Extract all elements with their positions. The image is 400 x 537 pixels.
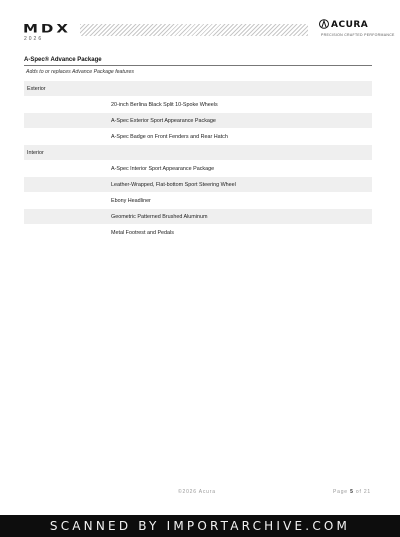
header-hatch-decoration [80,24,308,36]
brand-tagline: PRECISION CRAFTED PERFORMANCE [321,33,395,37]
feature-label: Ebony Headliner [111,198,151,204]
table-row [24,97,372,112]
package-title: A-Spec® Advance Package [24,57,102,63]
scan-banner [0,515,400,537]
table-row [24,129,372,144]
feature-label: Metal Footrest and Pedals [111,230,174,236]
feature-label: Geometric Patterned Brushed Aluminum [111,214,208,220]
footer-page-number [333,489,371,495]
page-total: of 21 [355,489,372,495]
feature-label: A-Spec Interior Sport Appearance Package [111,166,215,172]
model-wordmark: MDX [23,22,71,36]
table-row [24,113,372,128]
page-header [0,0,400,50]
page-prefix: Page [333,489,348,495]
model-year: 2026 [24,36,44,42]
table-row [24,225,372,240]
page-current: 5 [350,489,354,495]
table-row [24,209,372,224]
feature-label: Leather-Wrapped, Flat-bottom Sport Steering Wheel [111,182,236,188]
table-row [24,177,372,192]
footer-copyright: ©2026 Acura [178,489,216,495]
feature-label: A-Spec Badge on Front Fenders and Rear Hatch [111,134,228,140]
title-divider [24,65,372,66]
feature-label: 20-inch Berlina Black Split 10-Spoke Wheels [111,102,218,108]
brand-name: ACURA [331,20,369,30]
table-category-row [24,145,372,160]
category-label: Interior [27,150,44,156]
table-row [24,193,372,208]
acura-caliper-icon [319,19,329,29]
scan-banner-text: SCANNED BY IMPORTARCHIVE.COM [49,519,351,533]
feature-label: A-Spec Exterior Sport Appearance Package [111,118,216,124]
table-category-row [24,81,372,96]
package-note: Adds to or replaces Advance Package features [26,69,134,75]
table-row [24,161,372,176]
brand-logo [319,19,395,43]
category-label: Exterior [27,86,46,92]
